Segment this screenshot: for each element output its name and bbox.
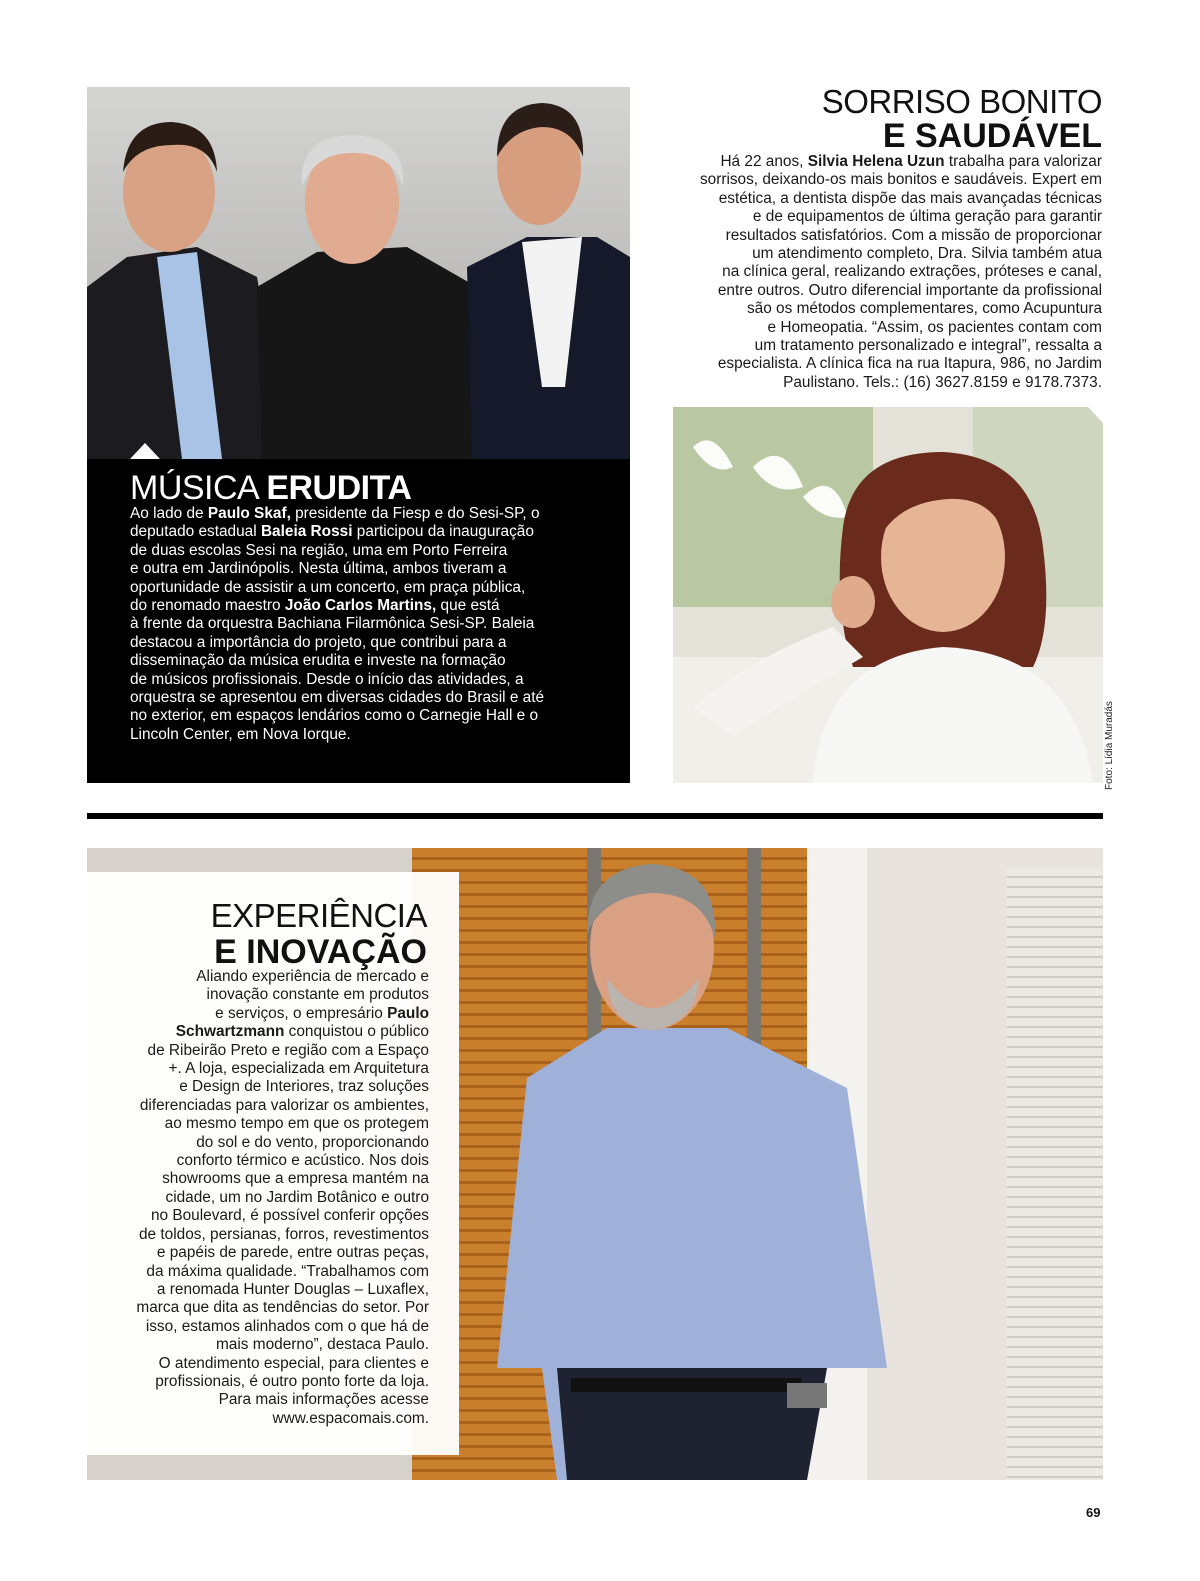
text-line bbox=[130, 615, 600, 633]
photo-silvia-helena-uzun bbox=[673, 407, 1103, 783]
title-line-1: SORRISO BONITO bbox=[821, 83, 1102, 120]
title-bold: ERUDITA bbox=[266, 469, 412, 507]
text-line bbox=[109, 1005, 429, 1023]
text-line bbox=[109, 968, 429, 986]
text-segment: www.espacomais.com. bbox=[272, 1409, 429, 1427]
text-segment: diferenciadas para valorizar os ambientes, bbox=[139, 1096, 429, 1114]
text-line bbox=[109, 1263, 429, 1281]
text-segment: showrooms que a empresa mantém na bbox=[162, 1170, 429, 1188]
text-line bbox=[130, 634, 600, 652]
text-line bbox=[667, 263, 1102, 281]
text-line bbox=[130, 542, 600, 560]
text-segment: estética, a dentista dispõe das mais avançadas técnicas bbox=[718, 189, 1102, 207]
text-line bbox=[109, 1097, 429, 1115]
text-segment: Aliando experiência de mercado e bbox=[196, 968, 429, 985]
text-segment: conquistou o público bbox=[284, 1023, 429, 1041]
text-line bbox=[109, 1078, 429, 1096]
text-line bbox=[109, 1226, 429, 1244]
text-segment: um atendimento completo, Dra. Silvia também atua bbox=[752, 245, 1102, 263]
text-segment: e serviços, o empresário bbox=[215, 1004, 388, 1022]
text-segment: um tratamento personalizado e integral”, ressalta a bbox=[754, 337, 1102, 355]
text-segment: marca que dita as tendências do setor. Por bbox=[136, 1299, 429, 1317]
text-segment: que está bbox=[436, 597, 500, 615]
title-line-2: E SAUDÁVEL bbox=[882, 117, 1102, 155]
highlighted-name: Paulo bbox=[387, 1004, 429, 1022]
musica-erudita-body bbox=[130, 505, 600, 744]
sorriso-bonito-body bbox=[667, 153, 1102, 392]
text-line bbox=[109, 1244, 429, 1262]
text-segment: de duas escolas Sesi na região, uma em Porto Ferreira bbox=[130, 541, 508, 559]
text-line bbox=[130, 726, 600, 744]
text-segment: disseminação da música erudita e investe na formação bbox=[130, 652, 506, 670]
text-line bbox=[667, 319, 1102, 337]
text-line bbox=[109, 1060, 429, 1078]
text-segment: deputado estadual bbox=[130, 523, 261, 541]
text-segment: conforto térmico e acústico. Nos dois bbox=[176, 1152, 429, 1170]
page-number: 69 bbox=[1086, 1505, 1101, 1520]
text-line bbox=[109, 1134, 429, 1152]
sorriso-bonito-title bbox=[822, 85, 1102, 153]
text-segment: trabalha para valorizar bbox=[944, 153, 1102, 170]
text-segment: participou da inauguração bbox=[352, 523, 534, 541]
photo-notch bbox=[1088, 407, 1103, 423]
text-line bbox=[667, 227, 1102, 245]
text-segment: mais moderno”, destaca Paulo. bbox=[215, 1336, 429, 1354]
text-line bbox=[109, 1023, 429, 1041]
text-segment: na clínica geral, realizando extrações, próteses e canal, bbox=[722, 263, 1102, 281]
text-segment: O atendimento especial, para clientes e bbox=[158, 1354, 429, 1372]
experiencia-inovacao-body bbox=[109, 968, 429, 1428]
text-line bbox=[130, 523, 600, 541]
text-segment: Paulistano. Tels.: (16) 3627.8159 e 9178.7373. bbox=[783, 373, 1102, 391]
text-line bbox=[667, 282, 1102, 300]
photo-credit: Foto: Lídia Muradás bbox=[1104, 701, 1115, 790]
highlighted-name: Silvia Helena Uzun bbox=[807, 153, 945, 170]
text-segment: orquestra se apresentou em diversas cidades do Brasil e até bbox=[130, 689, 545, 707]
text-line bbox=[109, 1391, 429, 1409]
text-line bbox=[130, 689, 600, 707]
text-line bbox=[109, 1189, 429, 1207]
box-notch bbox=[130, 443, 160, 459]
musica-erudita-title bbox=[130, 469, 411, 507]
text-segment: da máxima qualidade. “Trabalhamos com bbox=[146, 1262, 429, 1280]
musica-erudita-box bbox=[87, 459, 630, 783]
text-segment: e Homeopatia. “Assim, os pacientes contam com bbox=[767, 318, 1102, 336]
text-line bbox=[667, 355, 1102, 373]
text-segment: de Ribeirão Preto e região com a Espaço bbox=[147, 1041, 429, 1059]
text-segment: inovação constante em produtos bbox=[206, 986, 429, 1004]
text-segment: ao mesmo tempo em que os protegem bbox=[164, 1115, 429, 1133]
section-divider bbox=[87, 813, 1103, 819]
text-line bbox=[667, 374, 1102, 392]
text-segment: do renomado maestro bbox=[130, 597, 285, 615]
text-line bbox=[130, 671, 600, 689]
text-segment: à frente da orquestra Bachiana Filarmônica Sesi-SP. Baleia bbox=[130, 615, 535, 633]
text-line bbox=[130, 707, 600, 725]
text-segment: isso, estamos alinhados com o que há de bbox=[145, 1317, 429, 1335]
text-segment: no Boulevard, é possível conferir opções bbox=[150, 1207, 429, 1225]
highlighted-name: Schwartzmann bbox=[175, 1023, 285, 1041]
text-segment: destacou a importância do projeto, que contribui para a bbox=[130, 633, 507, 651]
text-line bbox=[109, 1152, 429, 1170]
text-segment: no exterior, em espaços lendários como o Carnegie Hall e o bbox=[130, 707, 539, 725]
text-segment: profissionais, é outro ponto forte da loja. bbox=[155, 1372, 429, 1390]
text-segment: Há 22 anos, bbox=[720, 153, 808, 170]
photo-three-men bbox=[87, 87, 630, 459]
text-segment: oportunidade de assistir a um concerto, em praça pública, bbox=[130, 578, 526, 596]
text-line bbox=[109, 1318, 429, 1336]
text-line bbox=[109, 1299, 429, 1317]
text-segment: entre outros. Outro diferencial importante da profissional bbox=[717, 281, 1102, 299]
highlighted-name: João Carlos Martins, bbox=[284, 597, 437, 615]
text-line bbox=[667, 208, 1102, 226]
highlighted-name: Baleia Rossi bbox=[260, 523, 353, 541]
text-line bbox=[130, 579, 600, 597]
text-line bbox=[109, 1410, 429, 1428]
text-line bbox=[109, 1170, 429, 1188]
text-segment: Lincoln Center, em Nova Iorque. bbox=[130, 725, 351, 743]
text-line bbox=[130, 652, 600, 670]
text-segment: +. A loja, especializada em Arquitetura bbox=[168, 1060, 429, 1078]
text-line bbox=[667, 153, 1102, 171]
experiencia-inovacao-title bbox=[211, 898, 427, 970]
text-segment: de toldos, persianas, forros, revestimentos bbox=[139, 1225, 429, 1243]
text-line bbox=[130, 560, 600, 578]
text-segment: Ao lado de bbox=[130, 505, 208, 522]
text-line bbox=[667, 245, 1102, 263]
text-segment: de músicos profissionais. Desde o início das atividades, a bbox=[130, 670, 524, 688]
title-light: MÚSICA bbox=[130, 469, 267, 507]
text-segment: e papéis de parede, entre outras peças, bbox=[156, 1244, 429, 1262]
text-line bbox=[109, 1115, 429, 1133]
text-line bbox=[109, 1207, 429, 1225]
text-line bbox=[130, 505, 600, 523]
text-line bbox=[667, 300, 1102, 318]
text-segment: a renomada Hunter Douglas – Luxaflex, bbox=[156, 1280, 429, 1298]
text-segment: cidade, um no Jardim Botânico e outro bbox=[165, 1188, 429, 1206]
text-line bbox=[109, 1373, 429, 1391]
text-line bbox=[130, 597, 600, 615]
text-segment: do sol e do vento, proporcionando bbox=[196, 1133, 429, 1151]
text-segment: presidente da Fiesp e do Sesi-SP, o bbox=[290, 505, 540, 522]
experiencia-inovacao-box bbox=[87, 872, 459, 1455]
text-segment: Para mais informações acesse bbox=[218, 1391, 429, 1409]
text-line bbox=[667, 171, 1102, 189]
text-segment: especialista. A clínica fica na rua Itapura, 986, no Jardim bbox=[717, 355, 1102, 373]
text-line bbox=[109, 1281, 429, 1299]
text-line bbox=[109, 1042, 429, 1060]
text-segment: e Design de Interiores, traz soluções bbox=[179, 1078, 429, 1096]
text-line bbox=[667, 337, 1102, 355]
highlighted-name: Paulo Skaf, bbox=[207, 505, 291, 522]
text-line bbox=[667, 190, 1102, 208]
text-line bbox=[109, 986, 429, 1004]
title-line-2: E INOVAÇÃO bbox=[214, 933, 427, 971]
text-segment: sorrisos, deixando-os mais bonitos e saudáveis. Expert em bbox=[699, 171, 1102, 189]
text-line bbox=[109, 1336, 429, 1354]
text-segment: resultados satisfatórios. Com a missão de proporcionar bbox=[725, 226, 1102, 244]
text-segment: e outra em Jardinópolis. Nesta última, ambos tiveram a bbox=[130, 560, 507, 578]
text-segment: são os métodos complementares, como Acupuntura bbox=[746, 300, 1102, 318]
title-line-1: EXPERIÊNCIA bbox=[210, 897, 427, 934]
text-line bbox=[109, 1355, 429, 1373]
text-segment: e de equipamentos de última geração para garantir bbox=[752, 208, 1102, 226]
